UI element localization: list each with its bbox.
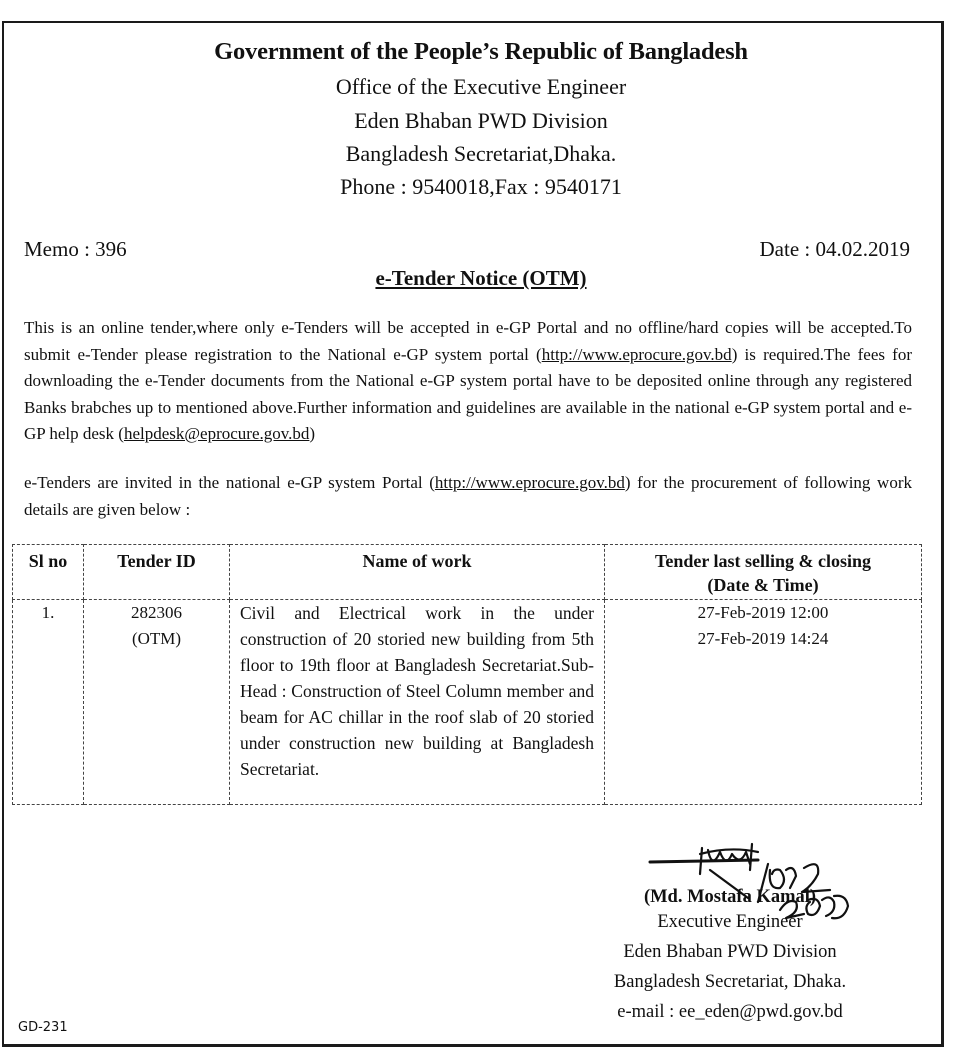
- invitation-paragraph: [24, 470, 912, 523]
- signatory-email: e-mail : ee_eden@pwd.gov.bd: [617, 1002, 843, 1022]
- memo-number: Memo : 396: [24, 237, 127, 261]
- closing-datetime: 27-Feb-2019 14:24: [697, 629, 829, 648]
- eprocure-link[interactable]: http://www.eprocure.gov.bd: [541, 344, 732, 364]
- cell-tender-id: [84, 600, 230, 805]
- header-tender-id: Tender ID: [84, 545, 230, 600]
- header-selling-closing: Tender last selling & closing (Date & Time): [605, 545, 922, 600]
- table-header-row: [13, 545, 922, 600]
- last-selling-datetime: 27-Feb-2019 12:00: [697, 603, 829, 622]
- table-row: [13, 600, 922, 805]
- signatory-division: Eden Bhaban PWD Division: [623, 942, 837, 962]
- signatory-location: Bangladesh Secretariat, Dhaka.: [613, 972, 847, 992]
- office-name: Office of the Executive Engineer: [335, 74, 627, 99]
- intro-text-a: This is an online tender,where only e-Tenders will be accepted in e-GP Portal and no offline/hard copies will be accepted.To submit e-Tender please registration to the National e-GP system portal (: [24, 318, 912, 364]
- contact-info: Phone : 9540018,Fax : 9540171: [340, 174, 622, 199]
- cell-selling-closing: [605, 600, 922, 805]
- office-location: Bangladesh Secretariat,Dhaka.: [345, 141, 617, 166]
- tender-table: [12, 544, 922, 805]
- tender-method: (OTM): [131, 629, 182, 648]
- invitation-text-b: ) for the procurement of following work details are given below :: [24, 473, 912, 519]
- invitation-text-a: e-Tenders are invited in the national e-GP system Portal (: [24, 473, 435, 492]
- cell-sl-no: 1.: [13, 600, 84, 805]
- signatory-designation: Executive Engineer: [657, 912, 803, 932]
- eprocure-portal-link[interactable]: http://www.eprocure.gov.bd: [434, 473, 625, 492]
- footer-code: GD-231: [18, 1020, 68, 1035]
- cell-name-of-work: Civil and Electrical work in the under construction of 20 storied new building from 5th floor to 19th floor at Bangladesh Secretariat.Sub-Head : Construction of Steel Column member and beam for AC chillar in the roof slab of 20 storied under construction new building at Bangladesh Secretariat.: [230, 600, 605, 805]
- helpdesk-email-link[interactable]: helpdesk@eprocure.gov.bd: [123, 424, 310, 443]
- division-name: Eden Bhaban PWD Division: [354, 108, 608, 133]
- intro-text-c: ): [309, 424, 316, 443]
- header-sl-no: Sl no: [13, 545, 84, 600]
- notice-date: Date : 04.02.2019: [759, 237, 910, 261]
- header-name-of-work: Name of work: [230, 545, 605, 600]
- signatory-name: (Md. Mostafa Kamal): [643, 887, 817, 907]
- government-heading: Government of the People’s Republic of Bangladesh: [214, 38, 748, 65]
- intro-paragraph: [24, 315, 912, 448]
- notice-title: e-Tender Notice (OTM): [375, 266, 587, 290]
- tender-id-value: 282306: [131, 603, 182, 622]
- intro-text-b: ) is required.The fees for downloading the e-Tender documents from the National e-GP system portal have to be deposited online through any registered Banks brabches up to mentioned above.Further information and guidelines are available in the national e-GP system portal and e-GP help desk (: [24, 344, 912, 443]
